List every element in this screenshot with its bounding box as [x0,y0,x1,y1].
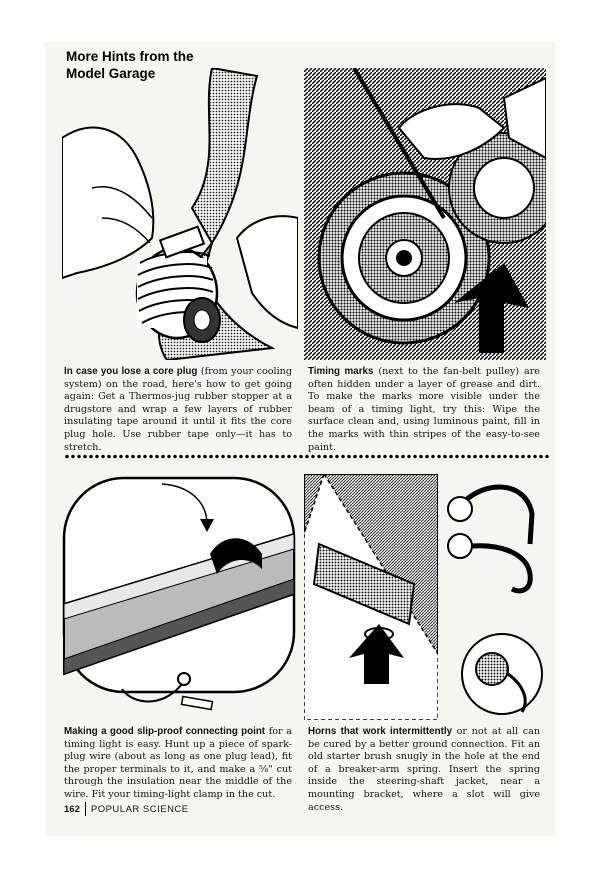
dotted-divider [64,454,550,459]
magazine-name: POPULAR SCIENCE [90,803,189,815]
footer-divider [85,802,86,816]
wire-drawing [62,474,298,720]
title-line-1: More Hints from the [66,49,194,64]
timing-marks-caption [308,366,540,454]
connecting-point-caption [64,726,292,802]
core-plug-drawing [62,68,298,360]
core-plug-illustration [62,68,298,360]
caption-body: or not at all can be cured by a better ground connection. Fit an old starter brush snugly in the hole at the end of a breaker-arm spring. Insert the spring inside the steering-shaft jacket, near a mounting bracket, where a slot will give access. [308,726,540,813]
pulley-drawing [304,68,546,360]
caption-body: (next to the fan-belt pulley) are often hidden under a layer of grease and dirt. To make the marks more visible under the beam of a timing light, try this: Wipe the surface clean and, using luminous paint, fill in the marks with thin stripes of the easy-to-see paint. [308,366,540,453]
page-number: 162 [64,803,80,815]
spring-drawing [442,474,550,720]
timing-marks-illustration [304,68,546,360]
spring-brush-illustration [442,474,550,720]
page-footer [64,802,189,816]
caption-body: (from your cooling system) on the road, here's how to get going again: Get a Thermos-jug rubber stopper at a drugstore and wrap a few layers of rubber insulating tape around it until it fits the core plug hole. Use rubber tape only—it has to stretch. [64,366,292,453]
caption-lead: In case you lose a core plug [64,366,198,377]
steering-shaft-illustration [304,474,438,720]
caption-lead: Making a good slip-proof connecting point [64,726,266,737]
shaft-drawing [304,474,438,720]
connecting-point-illustration [62,474,298,720]
caption-body: for a timing light is easy. Hunt up a piece of spark-plug wire (about as long as one plug lead), fit the proper terminals to it, and make a ⅝" cut through the insulation near the middle of the wire. Fit your timing-light clamp in the cut. [64,726,292,800]
title-line-2: Model Garage [66,66,156,81]
horns-caption [308,726,540,814]
caption-lead: Timing marks [308,366,374,377]
caption-lead: Horns that work intermittently [308,726,453,737]
core-plug-caption [64,366,292,454]
